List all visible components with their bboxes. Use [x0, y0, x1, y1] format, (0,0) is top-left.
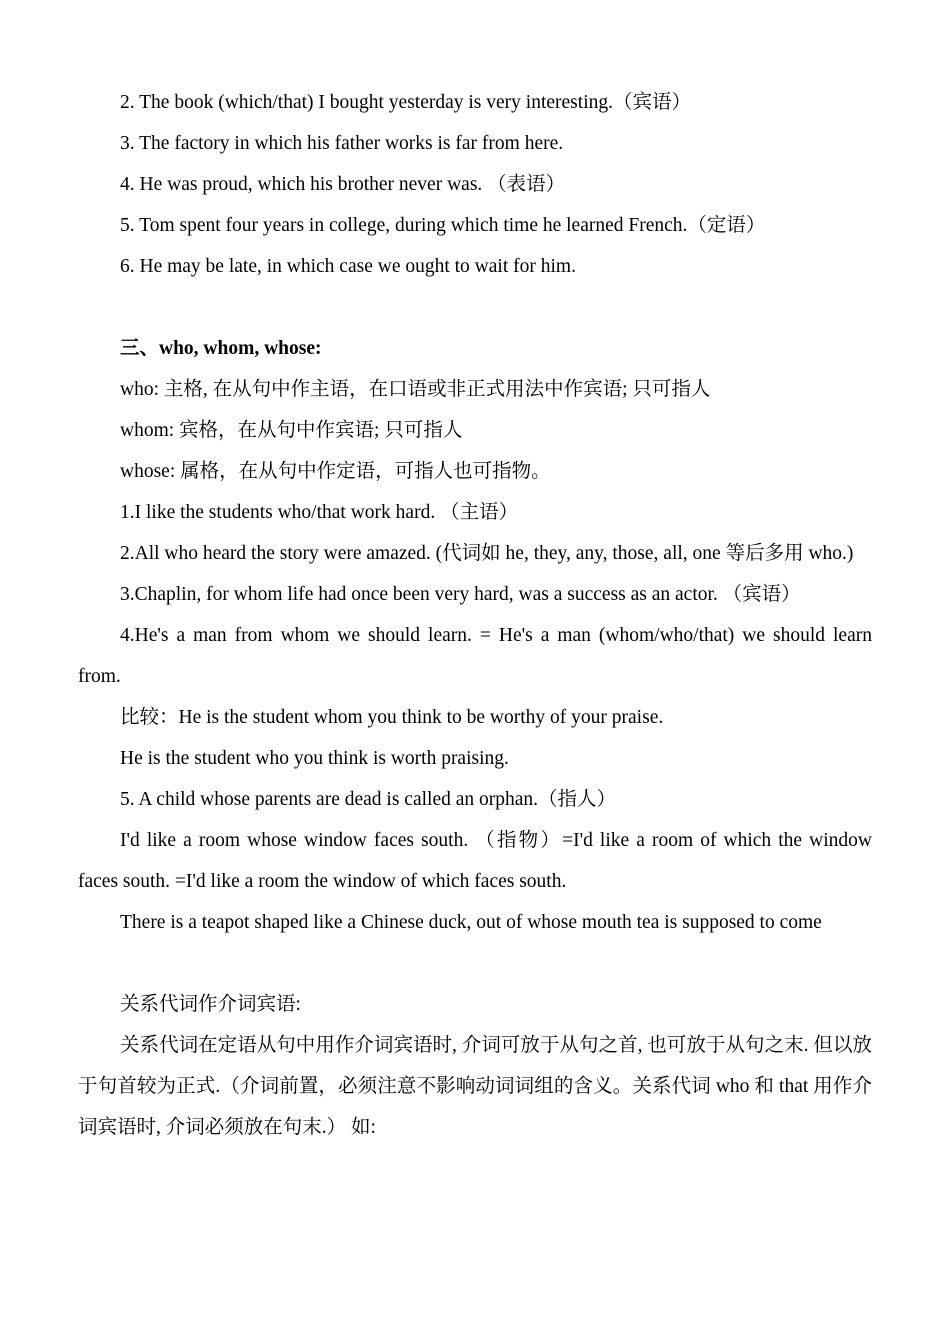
compare-line-1: 比较：He is the student whom you think to be worthy of your praise. — [120, 707, 664, 728]
who-example-2: 2.All who heard the story were amazed. (代词如 he, they, any, those, all, one 等后多用 who.) — [120, 543, 854, 564]
blank-line — [78, 287, 872, 328]
whom-definition: whom: 宾格，在从句中作宾语; 只可指人 — [120, 420, 463, 441]
who-example-4: 4.He's a man from whom we should learn. = He's a man (whom/who/that) we should learn from. — [78, 625, 872, 687]
who-example-3: 3.Chaplin, for whom life had once been very hard, was a success as an actor. （宾语） — [120, 584, 801, 605]
blank-line — [78, 943, 872, 984]
example-6: 6. He may be late, in which case we ought to wait for him. — [120, 256, 576, 277]
section-heading-who-whom-whose: 三、who, whom, whose: — [120, 338, 322, 359]
whose-example-teapot: There is a teapot shaped like a Chinese duck, out of whose mouth tea is supposed to come — [120, 912, 822, 933]
prep-object-body: 关系代词在定语从句中用作介词宾语时, 介词可放于从句之首, 也可放于从句之末. 但以放于句首较为正式.（介词前置，必须注意不影响动词词组的含义。关系代词 who 和 that 用作介词宾语时, 介词必须放在句末.） 如: — [78, 1035, 872, 1138]
who-example-1: 1.I like the students who/that work hard. （主语） — [120, 502, 519, 523]
prep-object-heading: 关系代词作介词宾语: — [120, 994, 301, 1015]
whose-definition: whose: 属格，在从句中作定语，可指人也可指物。 — [120, 461, 551, 482]
whose-example-5: 5. A child whose parents are dead is called an orphan.（指人） — [120, 789, 617, 810]
example-3: 3. The factory in which his father works is far from here. — [120, 133, 564, 154]
example-4: 4. He was proud, which his brother never was. （表语） — [120, 174, 566, 195]
example-2: 2. The book (which/that) I bought yesterday is very interesting.（宾语） — [120, 92, 691, 113]
compare-line-2: He is the student who you think is worth praising. — [120, 748, 509, 769]
example-5: 5. Tom spent four years in college, during which time he learned French.（定语） — [120, 215, 766, 236]
whose-example-room: I'd like a room whose window faces south. （指物）=I'd like a room of which the window faces south. =I'd like a room the window of which faces south. — [78, 830, 872, 892]
document-page — [78, 82, 872, 1148]
who-definition: who: 主格, 在从句中作主语，在口语或非正式用法中作宾语; 只可指人 — [120, 379, 711, 400]
